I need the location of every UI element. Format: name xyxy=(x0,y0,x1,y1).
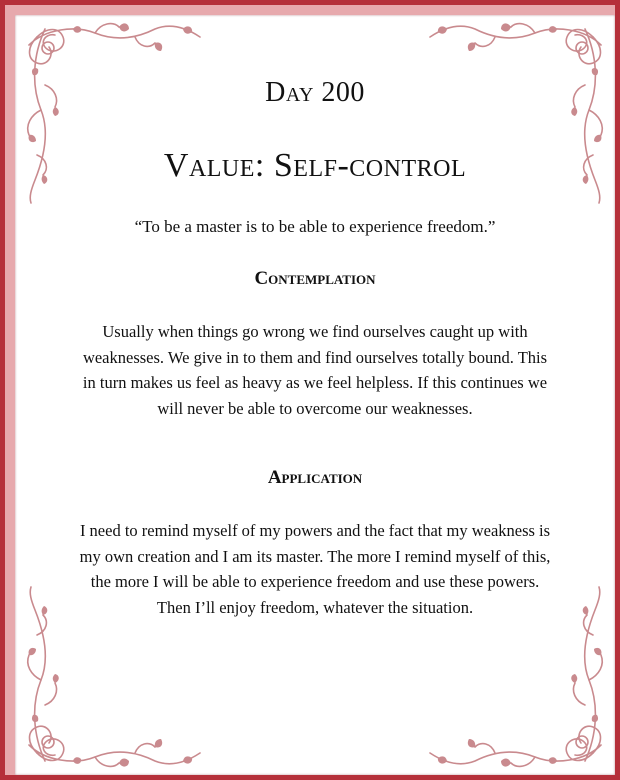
day-heading: Day 200 xyxy=(265,77,365,108)
frame-mat xyxy=(5,5,615,775)
contemplation-heading: Contemplation xyxy=(254,268,376,289)
quote: “To be a master is to be able to experience freedom.” xyxy=(134,217,496,236)
page xyxy=(15,15,615,775)
contemplation-text: Usually when things go wrong we find ourselves caught up with weaknesses. We give in to them and find ourselves totally bound. This in turn makes us feel as heavy as we feel helpless. If this continues we will never be able to overcome our weaknesses. xyxy=(82,322,548,418)
value-title: Value: Self-control xyxy=(163,147,467,184)
page-content xyxy=(55,15,575,775)
application-heading: Application xyxy=(267,467,363,488)
application-text: I need to remind myself of my powers and the fact that my weakness is my own creation and I am its master. The more I remind myself of this, the more I will be able to experience freedom and use these powers. Then I’ll enjoy freedom, whatever the situation. xyxy=(79,521,551,617)
